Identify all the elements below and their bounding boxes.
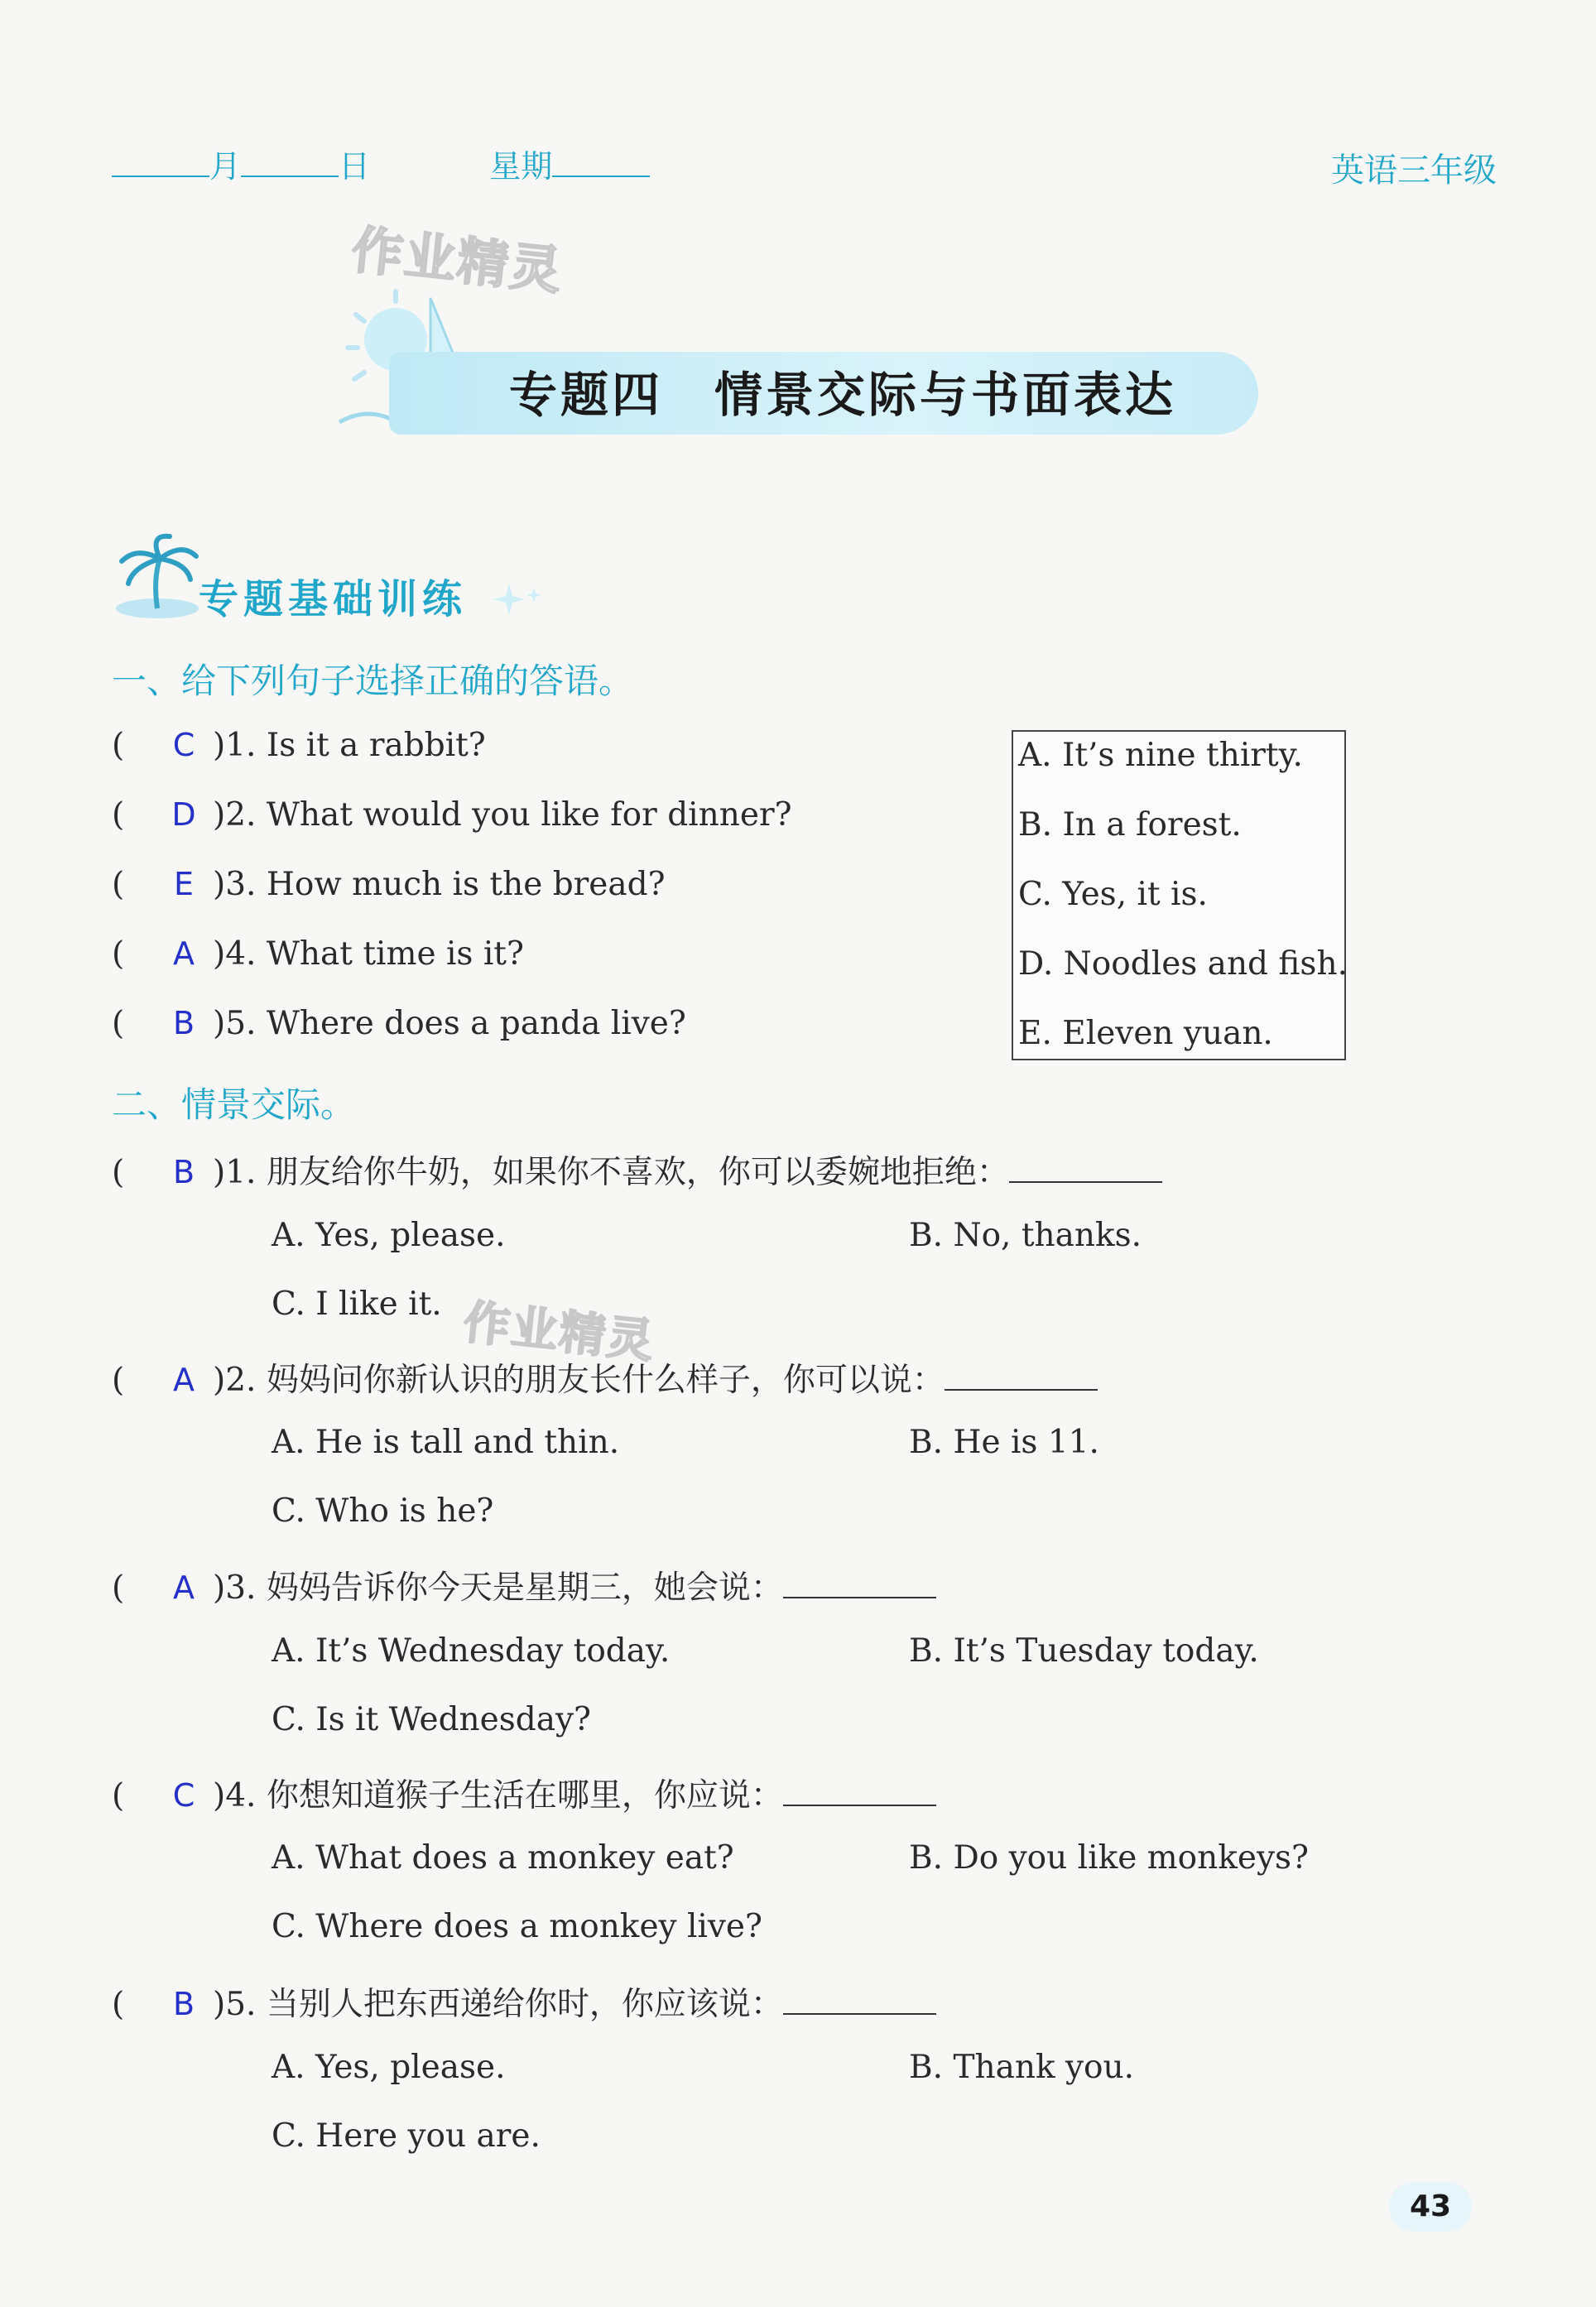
choice-c: C. Is it Wednesday? [272,1701,591,1738]
part1-question-5: ( B )5. Where does a panda live? [112,1005,686,1042]
question-text: )5. 当别人把东西递给你时，你应该说： [213,1986,783,2023]
part1-question-4: ( A )4. What time is it? [112,935,524,973]
answer-mark: E [173,866,194,902]
answer-mark: C [172,727,195,763]
day-blank [241,151,339,177]
grade-label: 英语三年级 [1331,151,1497,190]
option-a: A. It’s nine thirty. [1018,737,1303,774]
month-label: 月 [209,148,242,185]
part1-title: 一、给下列句子选择正确的答语。 [112,661,634,701]
question-text: )3. How much is the bread? [213,866,666,903]
answer-blank [1009,1155,1162,1183]
question-text: )2. 妈妈问你新认识的朋友长什么样子，你可以说： [213,1362,945,1399]
sparkle-icon [488,579,546,621]
question-text: )4. 你想知道猴子生活在哪里，你应说： [213,1777,783,1814]
choice-b: B. Do you like monkeys? [909,1839,1309,1877]
part1-question-1: ( C )1. Is it a rabbit? [112,727,486,764]
choice-b: B. Thank you. [909,2049,1135,2086]
watermark-middle: 作业精灵 [460,1295,658,1369]
part2-title: 二、情景交际。 [112,1084,356,1125]
part2-question-1: ( B )1. 朋友给你牛奶，如果你不喜欢，你可以委婉地拒绝： [112,1146,1162,1193]
answer-blank [945,1363,1098,1391]
option-c: C. Yes, it is. [1018,876,1208,913]
option-b: B. In a forest. [1018,806,1242,843]
choice-a: A. What does a monkey eat? [272,1839,734,1877]
choice-c: C. Here you are. [272,2117,541,2155]
question-text: )1. 朋友给你牛奶，如果你不喜欢，你可以委婉地拒绝： [213,1154,1009,1191]
choice-a: A. He is tall and thin. [272,1424,620,1461]
answer-blank [783,1570,936,1598]
answer-mark: C [172,1777,195,1814]
weekday-label: 星期 [489,148,553,185]
question-text: )3. 妈妈告诉你今天是星期三，她会说： [213,1569,783,1607]
part1-question-2: ( D )2. What would you like for dinner? [112,796,792,834]
day-label: 日 [339,148,371,185]
answer-blank [783,1987,936,2015]
question-text: )5. Where does a panda live? [213,1005,686,1042]
month-blank [112,151,209,177]
part2-question-3: ( A )3. 妈妈告诉你今天是星期三，她会说： [112,1562,936,1608]
part2-question-4: ( C )4. 你想知道猴子生活在哪里，你应说： [112,1770,936,1816]
choice-c: C. Where does a monkey live? [272,1908,762,1945]
watermark-top: 作业精灵 [349,219,566,302]
question-text: )4. What time is it? [213,935,524,973]
part1-question-3: ( E )3. How much is the bread? [112,866,666,903]
choice-b: B. It’s Tuesday today. [909,1632,1259,1670]
page-number: 43 [1389,2182,1472,2232]
part2-question-2: ( A )2. 妈妈问你新认识的朋友长什么样子，你可以说： [112,1354,1098,1401]
part2-question-5: ( B )5. 当别人把东西递给你时，你应该说： [112,1978,936,2025]
answer-mark: A [173,1362,195,1398]
choice-c: C. Who is he? [272,1492,494,1530]
answer-mark: A [173,1569,195,1606]
weekday-blank [552,151,650,177]
choice-b: B. No, thanks. [909,1217,1142,1254]
option-e: E. Eleven yuan. [1018,1015,1273,1052]
option-d: D. Noodles and fish. [1018,945,1348,983]
answer-mark: B [172,1154,195,1190]
palm-tree-icon [112,530,203,621]
question-text: )1. Is it a rabbit? [213,727,486,764]
answer-blank [783,1778,936,1806]
answer-mark: B [172,1005,195,1041]
answer-mark: B [172,1986,195,2022]
choice-a: A. Yes, please. [272,2049,506,2086]
answer-mark: D [171,796,196,833]
choice-a: A. Yes, please. [272,1217,506,1254]
choice-c: C. I like it. [272,1286,442,1323]
section-title: 专题基础训练 [199,576,468,622]
choice-a: A. It’s Wednesday today. [272,1632,671,1670]
choice-b: B. He is 11. [909,1424,1099,1461]
question-text: )2. What would you like for dinner? [213,796,792,834]
topic-title: 专题四 情景交际与书面表达 [509,367,1177,423]
date-line [112,141,650,186]
answer-mark: A [173,935,195,972]
